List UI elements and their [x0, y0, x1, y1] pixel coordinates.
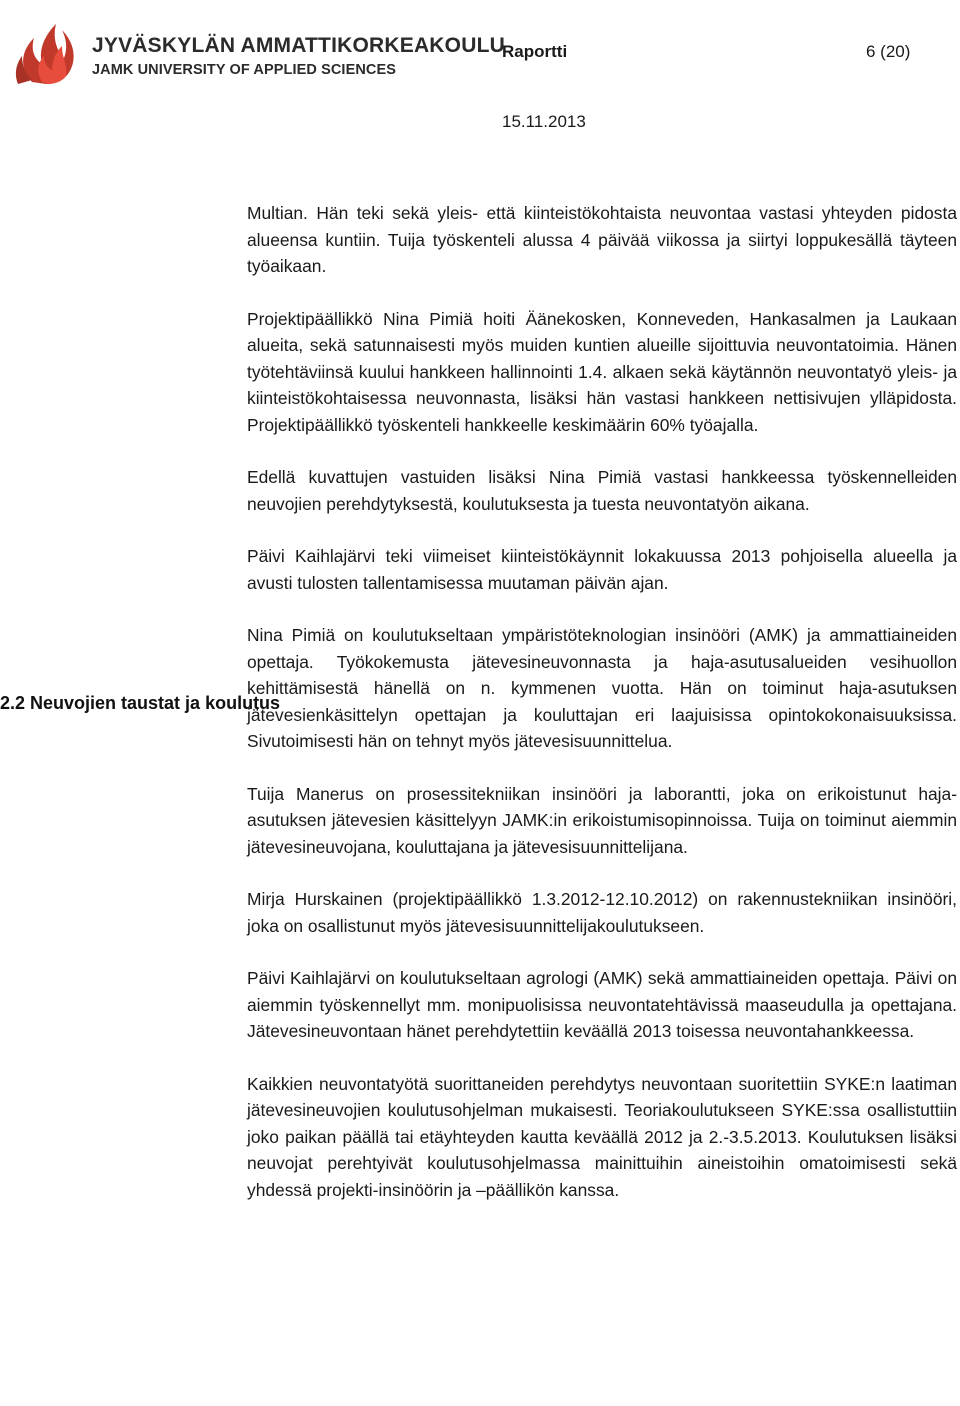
paragraph-nina-background: Nina Pimiä on koulutukseltaan ympäristöteknologian insinööri (AMK) ja ammattiaineiden opettaja. Työkokemusta jätevesineuvonnasta ja haja-asutusalueiden vesihuollon kehittämisestä hänellä on n. kymmenen vuotta. Hän on toiminut haja-asutuksen jätevesienkäsittelyn opettajan ja kouluttajan eri laajuisissa opintokokonaisuuksissa. Sivutoimisesti hän on tehnyt myös jätevesisuunnittelua. — [247, 625, 957, 751]
body-text — [247, 200, 957, 1203]
paragraph-last-visits: Päivi Kaihlajärvi teki viimeiset kiinteistökäynnit lokakuussa 2013 pohjoisella alueella ja avusti tulosten tallentamisessa muutaman päivän ajan. — [247, 546, 957, 593]
document-date: 15.11.2013 — [502, 112, 586, 131]
page-number: 6 (20) — [866, 42, 911, 61]
paragraph-tuija-background: Tuija Manerus on prosessitekniikan insinööri ja laborantti, joka on erikoistunut haja-asutuksen jätevesien käsittelyyn JAMK:in erikoistumisopinnoissa. Tuija on toiminut aiemmin jätevesineuvojana, kouluttajana ja jätevesisuunnittelijana. — [247, 783, 957, 857]
flame-emblem-icon — [12, 4, 82, 84]
logo-university-name-fi: JYVÄSKYLÄN AMMATTIKORKEAKOULU — [92, 34, 505, 57]
section-heading: 2.2 Neuvojien taustat ja koulutus — [0, 693, 281, 713]
paragraph-mirja-background: Mirja Hurskainen (projektipäällikkö 1.3.2012-12.10.2012) on rakennustekniikan insinööri, joka on osallistunut myös jätevesisuunnittelijakoulutukseen. — [247, 889, 957, 936]
logo-university-name-en: JAMK UNIVERSITY OF APPLIED SCIENCES — [92, 62, 397, 78]
paragraph-training: Kaikkien neuvontatyötä suorittaneiden perehdytys neuvontaan suoritettiin SYKE:n laatiman jätevesineuvojien koulutusohjelman mukaisesti. Teoriakoulutukseen SYKE:ssa osallistuttiin joko paikan päällä tai etäyhteyden kautta keväällä 2012 ja 2.-3.5.2013. Koulutuksen lisäksi neuvojat perehtyivät koulutusohjelmassa mainittuihin aineistoihin omatoimisesti sekä yhdessä projekti-insinöörin ja –päällikön kanssa. — [247, 1073, 957, 1200]
document-type: Raportti — [502, 42, 568, 61]
paragraph-project-manager: Projektipäällikkö Nina Pimiä hoiti Äänekosken, Konneveden, Hankasalmen ja Laukaan alueita, sekä satunnaisesti myös muiden kuntien alueille sijoittuvia neuvontatoimia. Hänen työtehtäviinsä kuului hankkeen hallinnointi 1.4. alkaen sekä käytännön neuvontatyö yleis- ja kiinteistökohtaisessa neuvonnasta, lisäksi hän vastasi hankkeen nettisivujen ylläpidosta. Projektipäällikkö työskenteli hankkeelle keskimäärin 60% työajalla. — [247, 308, 957, 435]
jamk-logo — [12, 4, 505, 84]
paragraph-responsibilities: Edellä kuvattujen vastuiden lisäksi Nina Pimiä vastasi hankkeessa työskennelleiden neuvojien perehdytyksestä, koulutuksesta ja tuesta neuvontatyön aikana. — [247, 467, 957, 514]
paragraph-multia: Multian. Hän teki sekä yleis- että kiinteistökohtaista neuvontaa vastasi yhteyden pidosta alueensa kuntiin. Tuija työskenteli alussa 4 päivää viikossa ja siirtyi loppukesällä täyteen työaikaan. — [247, 203, 957, 276]
paragraph-paivi-background: Päivi Kaihlajärvi on koulutukseltaan agrologi (AMK) sekä ammattiaineiden opettaja. Päivi on aiemmin työskennellyt mm. monipuolisissa neuvontatehtävissä maaseudulla ja opettajana. Jätevesineuvontaan hänet perehdytettiin keväällä 2013 toisessa neuvontahankkeessa. — [247, 968, 957, 1041]
